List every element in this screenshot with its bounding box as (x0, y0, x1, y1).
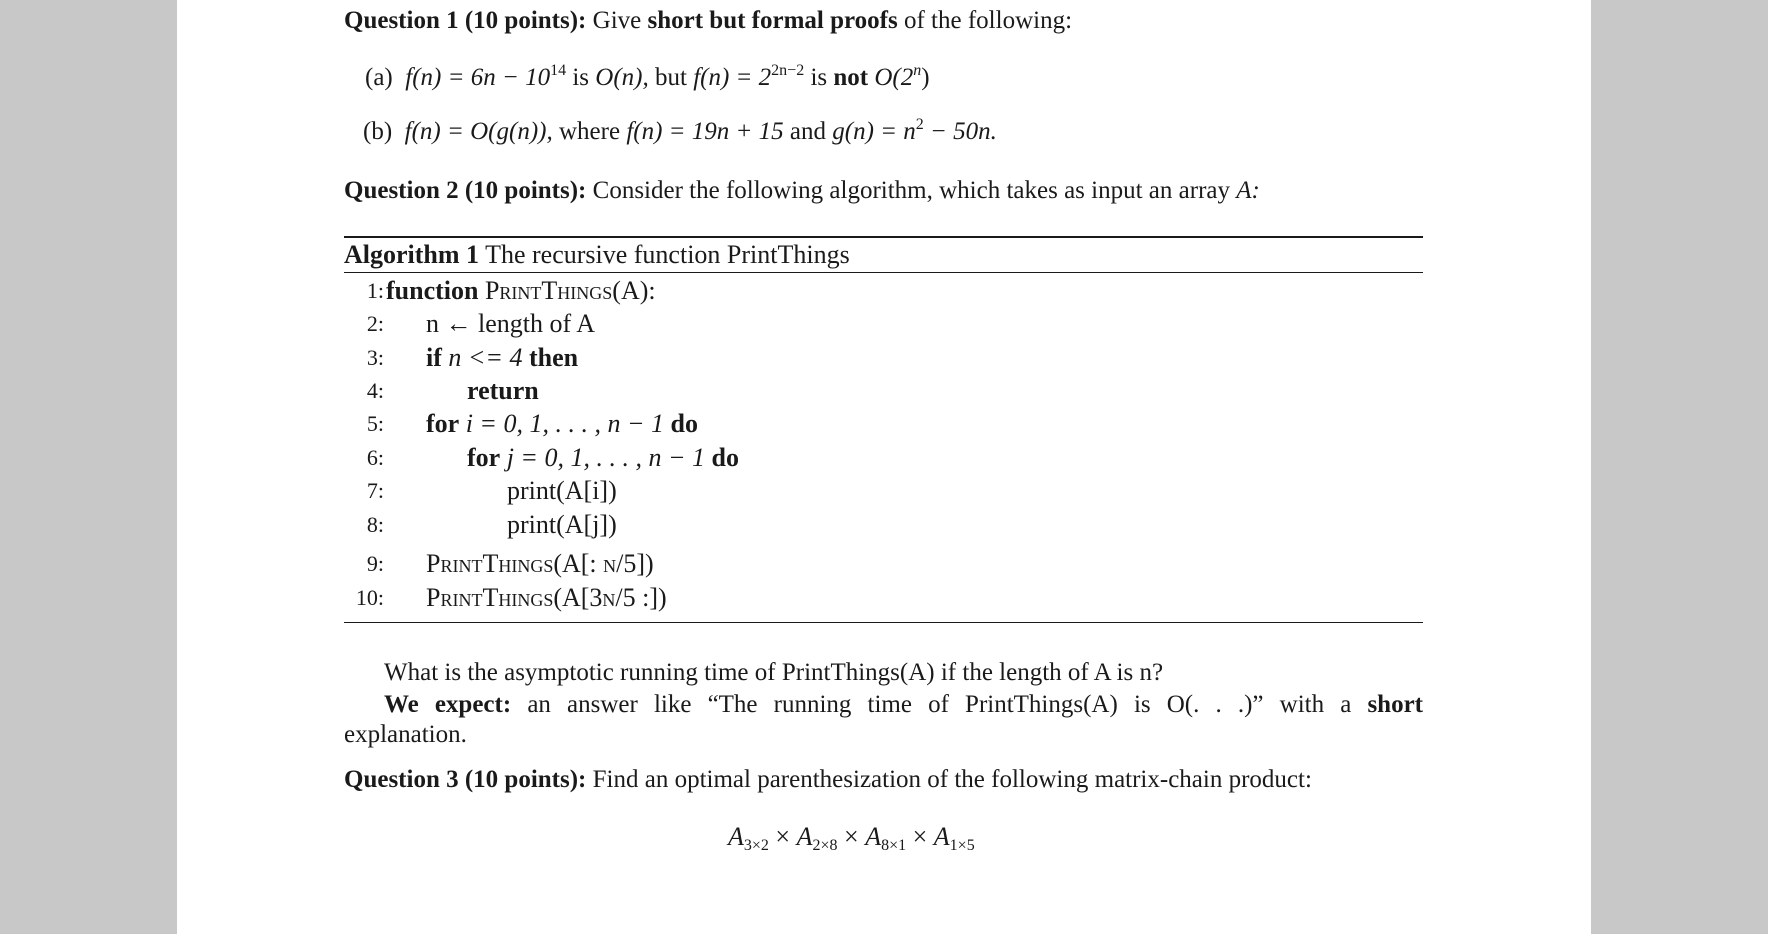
algo-code (426, 307, 595, 340)
algo-code (507, 474, 617, 507)
q1-b-and: and (789, 118, 827, 145)
q1-b-text2: f(n) = 19n + 15 (626, 118, 784, 145)
times-sign: × (775, 822, 791, 851)
q1-a-is2: is (810, 64, 828, 91)
matrix-name: A (796, 822, 813, 851)
algorithm-caption-text: The recursive function PrintThings (485, 240, 850, 269)
times-sign: × (844, 822, 859, 851)
document-page (177, 0, 1591, 934)
q1-a-o1: O(n), (595, 64, 649, 91)
q3-title: Question 3 (10 points): (344, 766, 587, 793)
q1-a-is1: is (572, 64, 590, 91)
algo-line-3 (344, 341, 1423, 374)
q3-matrix-chain (728, 822, 975, 852)
q2-expect-text: an answer like “The running time of PrintThings(A) is O(. . .)” with a (527, 691, 1352, 718)
matrix-dims: 3×2 (743, 837, 769, 854)
algo-line-2 (344, 307, 1423, 340)
algo-code (507, 508, 617, 541)
q2-expect-continuation (344, 720, 467, 750)
algo-text: n <= 4 (448, 343, 523, 372)
q2-expect-line (344, 689, 1423, 720)
algo-keyword-do: do (711, 443, 739, 472)
algo-code (467, 441, 739, 474)
algo-keyword-do: do (670, 409, 698, 438)
q2-expect-short: short (1367, 691, 1424, 718)
algo-line-7 (344, 474, 1423, 507)
q1-part-a (365, 63, 930, 93)
q1-b-text3: g(n) = n (832, 118, 916, 145)
algo-keyword-then: then (528, 343, 579, 372)
q1-a-o2: O(2 (874, 64, 914, 91)
matrix-dims: 2×8 (812, 837, 838, 854)
algo-line-4 (344, 374, 1423, 407)
algo-line-number: 2: (366, 311, 384, 336)
q1-heading (344, 6, 1072, 36)
algo-code (386, 274, 656, 307)
algo-keyword: for (467, 443, 501, 472)
algo-line-8 (344, 508, 1423, 541)
algo-keyword: for (426, 409, 460, 438)
q2-expect-cont: explanation. (344, 721, 467, 748)
algo-text: PrintThings(A[3n/5 :]) (426, 583, 667, 612)
q1-intro-pre: Give (592, 7, 642, 34)
q1-b-where: where (558, 118, 621, 145)
q1-b-exp: 2 (915, 116, 924, 133)
algo-code (426, 581, 667, 614)
algo-text: j = 0, 1, . . . , n − 1 (506, 443, 706, 472)
algo-text: PrintThings(A[: n/5]) (426, 549, 654, 578)
algo-text: i = 0, 1, . . . , n − 1 (465, 409, 665, 438)
matrix-name: A (865, 822, 882, 851)
q1-a-o2-close: ) (921, 64, 930, 91)
algo-code (426, 547, 654, 580)
algo-line-number: 7: (366, 478, 384, 503)
matrix-dims: 1×5 (949, 837, 975, 854)
algo-keyword: function (386, 276, 479, 305)
q3-heading (344, 765, 1312, 795)
times-sign: × (912, 822, 928, 851)
algo-line-number: 8: (366, 512, 384, 537)
algo-text: n ← length of A (426, 309, 595, 338)
algo-code (467, 374, 539, 407)
q1-intro-post: of the following: (903, 7, 1073, 34)
algo-line-number: 3: (366, 345, 384, 370)
q1-a-f2: f(n) = 2 (693, 64, 772, 91)
algo-line-number: 4: (366, 378, 384, 403)
q2-expect-bold: We expect: (384, 691, 512, 718)
q1-part-b (363, 117, 997, 147)
q1-title: Question 1 (10 points): (344, 7, 587, 34)
matrix-name: A (728, 822, 744, 851)
algo-line-9 (344, 547, 1423, 580)
algorithm-caption (344, 238, 850, 272)
algo-line-number: 10: (355, 585, 384, 610)
algo-line-number: 5: (366, 411, 384, 436)
q1-b-text1: f(n) = O(g(n)), (404, 118, 553, 145)
q2-question-text: What is the asymptotic running time of PrintThings(A) if the length of A is n? (384, 659, 1164, 686)
algo-code (426, 341, 578, 374)
algorithm-caption-label: Algorithm 1 (344, 240, 480, 269)
algo-line-6 (344, 441, 1423, 474)
matrix-dims: 8×1 (881, 837, 907, 854)
q3-intro: Find an optimal parenthesization of the following matrix-chain product: (592, 766, 1312, 793)
q1-a-not: not (833, 64, 869, 91)
algo-code (426, 407, 698, 440)
algo-line-number: 9: (366, 551, 384, 576)
algo-text: PrintThings(A): (484, 276, 656, 305)
q1-a-label: (a) (365, 64, 393, 91)
q1-a-but: but (655, 64, 687, 91)
algo-line-number: 1: (366, 278, 384, 303)
q1-b-text4: − 50n. (930, 118, 997, 145)
algo-line-5 (344, 407, 1423, 440)
q1-a-f2-exp: 2n−2 (771, 62, 805, 79)
algorithm-bottom-rule (344, 622, 1423, 623)
algo-text: print(A[i]) (507, 476, 617, 505)
q2-question (384, 658, 1163, 688)
algo-keyword: if (426, 343, 442, 372)
q1-a-f1: f(n) = 6n − 10 (405, 64, 551, 91)
q2-intro-var: A: (1236, 177, 1260, 204)
q2-intro: Consider the following algorithm, which takes as input an array (592, 177, 1230, 204)
q1-intro-bold: short but formal proofs (647, 7, 898, 34)
algo-line-1 (344, 274, 1423, 307)
algo-keyword: return (467, 376, 539, 405)
q2-title: Question 2 (10 points): (344, 177, 587, 204)
algo-text: print(A[j]) (507, 510, 617, 539)
q1-a-f1-exp: 14 (550, 62, 567, 79)
matrix-name: A (933, 822, 950, 851)
q1-a-o2-exp: n (913, 62, 922, 79)
algo-line-10 (344, 581, 1423, 614)
q1-b-label: (b) (363, 118, 393, 145)
algorithm-caption-rule (344, 272, 1423, 273)
q2-heading (344, 176, 1260, 206)
algo-line-number: 6: (366, 445, 384, 470)
